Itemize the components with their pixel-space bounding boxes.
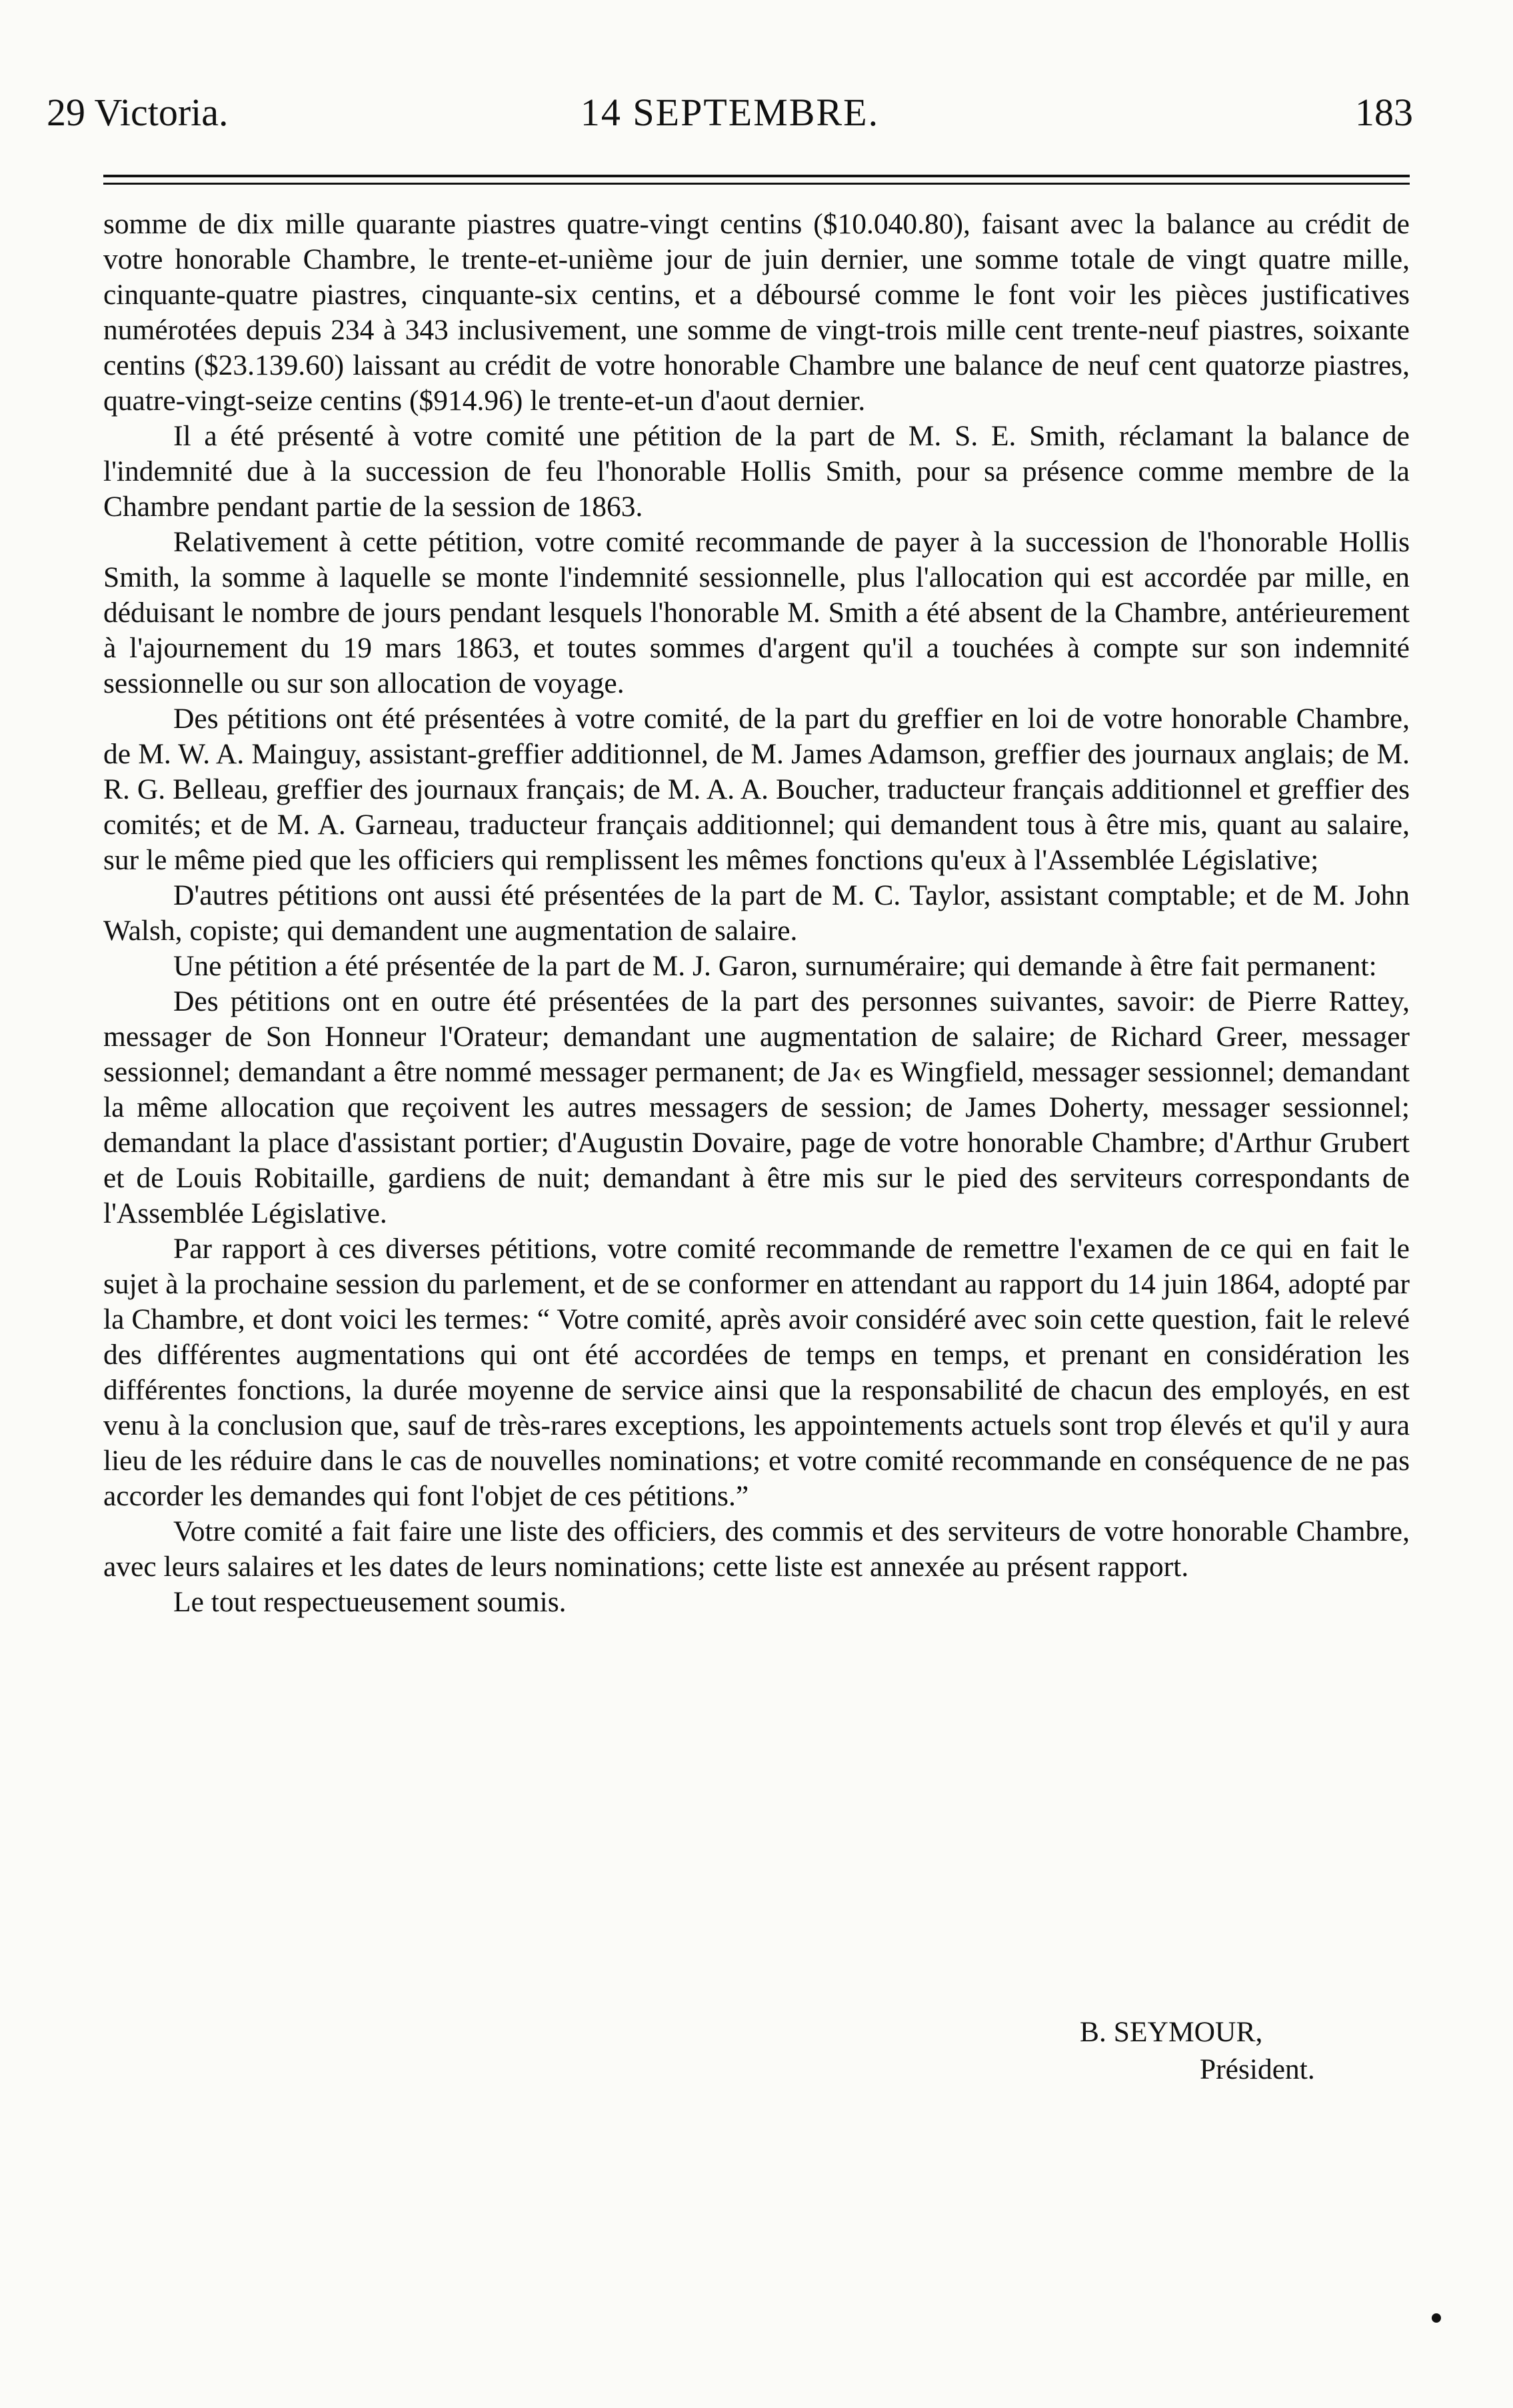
signatory-title: Président. bbox=[1200, 2053, 1315, 2085]
header-rule-thick bbox=[103, 175, 1410, 177]
header-volume: 29 Victoria. bbox=[47, 91, 229, 134]
running-header bbox=[47, 90, 1413, 143]
paragraph-7: Des pétitions ont en outre été présentées de la part des personnes suivantes, savoir: de Pierre Rattey, messager de Son Honneur l'Orateur; demandant une augmentation de salaire; de Richard Greer, messager sessionnel; demandant a être nommé messager permanent; de Ja‹ es Wingfield, messager sessionnel; demandant la même allocation que reçoivent les autres messagers de session; de James Doherty, messager sessionnel; demandant la place d'assistant portier; d'Augustin Dovaire, page de votre honorable Chambre; d'Arthur Grubert et de Louis Robitaille, gardiens de nuit; demandant à être mis sur le pied des serviteurs correspondants de l'Assemblée Législative. bbox=[103, 985, 1410, 1229]
paragraph-8: Par rapport à ces diverses pétitions, votre comité recommande de remettre l'examen de ce qui en fait le sujet à la prochaine session du parlement, et de se conformer en attendant au rapport du 14 juin 1864, adopté par la Chambre, et dont voici les termes: “ Votre comité, après avoir considéré avec soin cette question, fait le relevé des différentes augmentations qui ont été accordées de temps en temps, et prenant en considération les différentes fonctions, la durée moyenne de service ainsi que la responsabilité de chacun des employés, en est venu à la conclusion que, sauf de très-rares exceptions, les appointements actuels sont trop élevés et qu'il y aura lieu de les réduire dans le cas de nouvelles nominations; et votre comité recommande en conséquence de ne pas accorder les demandes qui font l'objet de ces pétitions.” bbox=[103, 1233, 1410, 1512]
ink-mark bbox=[1432, 2313, 1441, 2323]
signatory-name: B. SEYMOUR, bbox=[1080, 2016, 1263, 2048]
paragraph-5: D'autres pétitions ont aussi été présentées de la part de M. C. Taylor, assistant comptable; et de M. John Walsh, copiste; qui demandent une augmentation de salaire. bbox=[103, 879, 1410, 947]
header-rule-thin bbox=[103, 183, 1410, 185]
page-number: 183 bbox=[1355, 91, 1413, 134]
signature-block bbox=[1080, 2013, 1315, 2088]
paragraph-9: Votre comité a fait faire une liste des officiers, des commis et des serviteurs de votre honorable Chambre, avec leurs salaires et les dates de leurs nominations; cette liste est annexée au présent rapport. bbox=[103, 1515, 1410, 1583]
paragraph-3: Relativement à cette pétition, votre comité recommande de payer à la succession de l'honorable Hollis Smith, la somme à laquelle se monte l'indemnité sessionnelle, plus l'allocation qui est accordée par mille, en déduisant le nombre de jours pendant lesquels l'honorable M. Smith a été absent de la Chambre, antérieurement à l'ajournement du 19 mars 1863, et toutes sommes d'argent qu'il a touchées à compte sur son indemnité sessionnelle ou sur son allocation de voyage. bbox=[103, 526, 1410, 699]
paragraph-6: Une pétition a été présentée de la part de M. J. Garon, surnuméraire; qui demande à être fait permanent: bbox=[173, 950, 1377, 982]
paragraph-4: Des pétitions ont été présentées à votre comité, de la part du greffier en loi de votre honorable Chambre, de M. W. A. Mainguy, assistant-greffier additionnel, de M. James Adamson, greffier des journaux anglais; de M. R. G. Belleau, greffier des journaux français; de M. A. A. Boucher, traducteur français additionnel et greffier des comités; et de M. A. Garneau, traducteur français additionnel; qui demandent tous à être mis, quant au salaire, sur le même pied que les officiers qui remplissent les mêmes fonctions qu'eux à l'Assemblée Législative; bbox=[103, 703, 1410, 876]
report-body bbox=[103, 207, 1410, 1620]
paragraph-10: Le tout respectueusement soumis. bbox=[173, 1586, 567, 1618]
header-date: 14 SEPTEMBRE. bbox=[580, 91, 880, 134]
paragraph-2: Il a été présenté à votre comité une pétition de la part de M. S. E. Smith, réclamant la balance de l'indemnité due à la succession de feu l'honorable Hollis Smith, pour sa présence comme membre de la Chambre pendant partie de la session de 1863. bbox=[103, 420, 1410, 523]
paragraph-1: somme de dix mille quarante piastres quatre-vingt centins ($10.040.80), faisant avec la balance au crédit de votre honorable Chambre, le trente-et-unième jour de juin dernier, une somme totale de vingt quatre mille, cinquante-quatre piastres, cinquante-six centins, et a déboursé comme le font voir les pièces justificatives numérotées depuis 234 à 343 inclusivement, une somme de vingt-trois mille cent trente-neuf piastres, soixante centins ($23.139.60) laissant au crédit de votre honorable Chambre une balance de neuf cent quatorze piastres, quatre-vingt-seize centins ($914.96) le trente-et-un d'aout dernier. bbox=[103, 208, 1410, 417]
